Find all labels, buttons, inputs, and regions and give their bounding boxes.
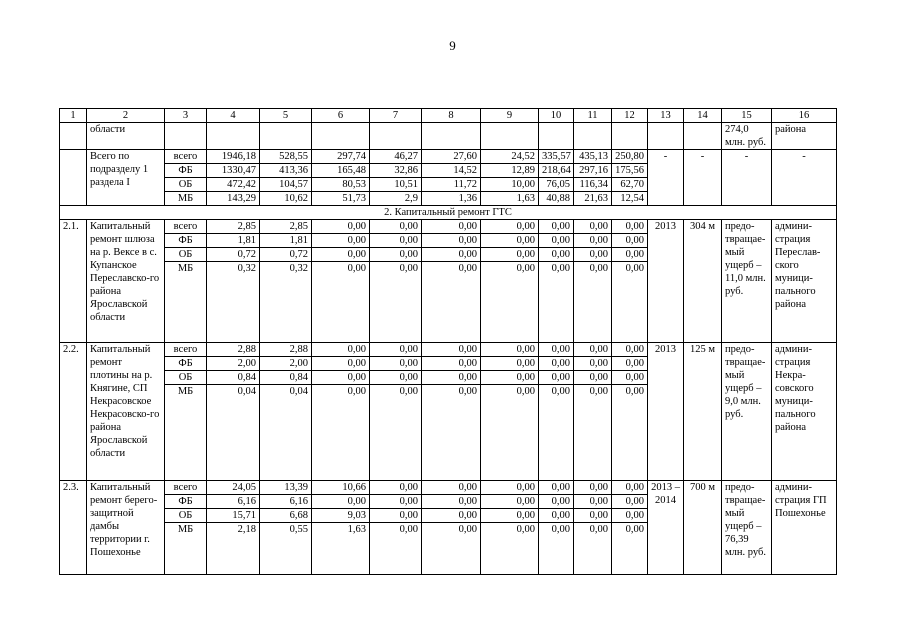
sub-value: 0,55 — [289, 524, 308, 535]
sub-value: МБ — [177, 193, 194, 204]
sub-value: 0,00 — [312, 495, 369, 509]
sub-value: 0,00 — [481, 220, 538, 234]
sub-value: 0,00 — [347, 386, 366, 397]
sub-value: 0,00 — [612, 357, 647, 371]
sub-value: 0,00 — [516, 524, 535, 535]
total-row — [60, 150, 837, 206]
sub-value: 62,70 — [612, 178, 647, 192]
sub-value: 0,00 — [539, 343, 573, 357]
sub-value: ФБ — [165, 234, 206, 248]
sub-value: 0,00 — [539, 248, 573, 262]
value-cell — [370, 343, 422, 481]
item-year: 2013 — [648, 220, 684, 343]
sub-value: 24,05 — [207, 481, 259, 495]
col-header: 10 — [539, 109, 574, 123]
value-cell — [312, 150, 370, 206]
sub-value: МБ — [177, 524, 194, 535]
item-effect: предо-твращае-мый ущерб – 9,0 млн. руб. — [722, 343, 772, 481]
sub-value: 1946,18 — [207, 150, 259, 164]
sub-value: 0,00 — [539, 220, 573, 234]
value-cell — [422, 150, 481, 206]
value-cell — [207, 150, 260, 206]
total-name: Всего по подразделу 1 раздела I — [87, 150, 165, 206]
sub-value: 0,00 — [574, 371, 611, 385]
sub-value: 1,63 — [347, 524, 366, 535]
sub-value: 0,00 — [574, 343, 611, 357]
value-cell — [422, 481, 481, 575]
value-cell — [260, 481, 312, 575]
sub-value: 0,00 — [458, 524, 477, 535]
sub-value: 32,86 — [370, 164, 421, 178]
sub-value: 76,05 — [539, 178, 573, 192]
value-cell — [370, 150, 422, 206]
sub-value: 0,00 — [574, 509, 611, 523]
sub-value: 2,85 — [260, 220, 311, 234]
total-effect: - — [722, 150, 772, 206]
sub-value: 0,00 — [539, 234, 573, 248]
sub-value: 40,88 — [546, 193, 570, 204]
funding-labels — [165, 343, 207, 481]
sub-value: 12,89 — [481, 164, 538, 178]
sub-value: 13,39 — [260, 481, 311, 495]
col-header: 11 — [574, 109, 612, 123]
sub-value: 0,00 — [612, 495, 647, 509]
item-row — [60, 343, 837, 481]
item-number: 2.1. — [60, 220, 87, 343]
item-owner: админи-страция Переслав-ского муници-пального района — [772, 220, 837, 343]
sub-value: 297,74 — [312, 150, 369, 164]
sub-value: всего — [165, 150, 206, 164]
sub-value: 0,00 — [612, 248, 647, 262]
sub-value: 0,00 — [612, 509, 647, 523]
sub-value: 0,00 — [551, 263, 570, 274]
sub-value: 2,00 — [260, 357, 311, 371]
sub-value: 14,52 — [422, 164, 480, 178]
sub-value: 2,18 — [237, 524, 256, 535]
col-header: 1 — [60, 109, 87, 123]
value-cell — [481, 150, 539, 206]
value-cell — [612, 150, 648, 206]
item-name: Капитальный ремонт берего-защитной дамбы территории г. Пошехонье — [87, 481, 165, 575]
sub-value: 0,00 — [625, 524, 644, 535]
item-name: Капитальный ремонт плотины на р. Княгине, СП Некрасовское Некрасовско-го района Ярославской области — [87, 343, 165, 481]
sub-value: 0,00 — [370, 495, 421, 509]
sub-value: 6,68 — [260, 509, 311, 523]
sub-value: 0,00 — [539, 495, 573, 509]
value-cell — [370, 481, 422, 575]
sub-value: 15,71 — [207, 509, 259, 523]
sub-value: 1,81 — [207, 234, 259, 248]
value-cell — [539, 481, 574, 575]
sub-value: 0,04 — [289, 386, 308, 397]
value-cell — [422, 220, 481, 343]
sub-value: 0,00 — [312, 220, 369, 234]
sub-value: 0,00 — [422, 509, 480, 523]
sub-value: 0,00 — [589, 524, 608, 535]
sub-value: 1,36 — [458, 193, 477, 204]
sub-value: 6,16 — [260, 495, 311, 509]
sub-value: 0,00 — [312, 248, 369, 262]
item-length: 304 м — [684, 220, 722, 343]
sub-value: всего — [165, 481, 206, 495]
sub-value: 0,00 — [574, 357, 611, 371]
sub-value: 0,00 — [312, 343, 369, 357]
continuation-effect: 274,0 млн. руб. — [722, 123, 772, 150]
col-header: 6 — [312, 109, 370, 123]
sub-value: 24,52 — [481, 150, 538, 164]
value-cell — [612, 343, 648, 481]
sub-value: 27,60 — [422, 150, 480, 164]
value-cell — [422, 343, 481, 481]
sub-value: 0,00 — [516, 263, 535, 274]
sub-value: 0,00 — [625, 386, 644, 397]
sub-value: 0,00 — [481, 481, 538, 495]
sub-value: 472,42 — [207, 178, 259, 192]
continuation-name: области — [87, 123, 165, 150]
total-length: - — [684, 150, 722, 206]
item-owner: админи-страция Некра-совского муници-пального района — [772, 343, 837, 481]
sub-value: 218,64 — [539, 164, 573, 178]
sub-value: 0,00 — [481, 234, 538, 248]
sub-value: 0,00 — [625, 263, 644, 274]
sub-value: МБ — [177, 386, 194, 397]
sub-value: 0,00 — [370, 234, 421, 248]
col-header: 4 — [207, 109, 260, 123]
sub-value: 0,00 — [539, 357, 573, 371]
sub-value: 0,00 — [574, 220, 611, 234]
program-table — [59, 108, 837, 575]
sub-value: 0,00 — [539, 509, 573, 523]
sub-value: 2,85 — [207, 220, 259, 234]
sub-value: ОБ — [165, 509, 206, 523]
sub-value: 0,32 — [289, 263, 308, 274]
item-row — [60, 481, 837, 575]
col-header: 7 — [370, 109, 422, 123]
funding-labels — [165, 481, 207, 575]
sub-value: 0,00 — [612, 371, 647, 385]
value-cell — [370, 220, 422, 343]
sub-value: 0,00 — [370, 481, 421, 495]
sub-value: 0,00 — [370, 220, 421, 234]
sub-value: 165,48 — [312, 164, 369, 178]
sub-value: 0,00 — [422, 481, 480, 495]
sub-value: 2,88 — [207, 343, 259, 357]
sub-value: 0,00 — [481, 509, 538, 523]
sub-value: 0,00 — [612, 234, 647, 248]
sub-value: 0,00 — [574, 248, 611, 262]
value-cell — [481, 220, 539, 343]
sub-value: 11,72 — [422, 178, 480, 192]
sub-value: 297,16 — [574, 164, 611, 178]
sub-value: 2,88 — [260, 343, 311, 357]
value-cell — [260, 150, 312, 206]
continuation-row — [60, 123, 837, 150]
sub-value: 46,27 — [370, 150, 421, 164]
sub-value: 0,00 — [370, 343, 421, 357]
item-effect: предо-твращае-мый ущерб – 76,39 млн. руб. — [722, 481, 772, 575]
sub-value: 104,57 — [260, 178, 311, 192]
sub-value: 435,13 — [574, 150, 611, 164]
sub-value: 0,00 — [539, 481, 573, 495]
sub-value: 0,00 — [399, 386, 418, 397]
item-length: 125 м — [684, 343, 722, 481]
value-cell — [539, 220, 574, 343]
sub-value: 0,00 — [422, 220, 480, 234]
value-cell — [312, 481, 370, 575]
value-cell — [312, 220, 370, 343]
value-cell — [574, 481, 612, 575]
col-header: 2 — [87, 109, 165, 123]
sub-value: ФБ — [165, 495, 206, 509]
sub-value: 0,00 — [612, 481, 647, 495]
value-cell — [539, 150, 574, 206]
sub-value: 0,00 — [481, 343, 538, 357]
sub-value: 10,66 — [312, 481, 369, 495]
total-year: - — [648, 150, 684, 206]
value-cell — [207, 220, 260, 343]
sub-value: 0,00 — [516, 386, 535, 397]
sub-value: 10,00 — [481, 178, 538, 192]
sub-value: 2,00 — [207, 357, 259, 371]
sub-value: 413,36 — [260, 164, 311, 178]
value-cell — [612, 220, 648, 343]
item-row — [60, 220, 837, 343]
sub-value: ФБ — [165, 357, 206, 371]
sub-value: ОБ — [165, 371, 206, 385]
sub-value: 528,55 — [260, 150, 311, 164]
sub-value: 0,00 — [422, 371, 480, 385]
value-cell — [539, 343, 574, 481]
item-number: 2.2. — [60, 343, 87, 481]
sub-value: 12,54 — [620, 193, 644, 204]
sub-value: 21,63 — [584, 193, 608, 204]
sub-value: 143,29 — [227, 193, 256, 204]
section-title: 2. Капитальный ремонт ГТС — [60, 206, 837, 220]
section-row — [60, 206, 837, 220]
col-header: 3 — [165, 109, 207, 123]
sub-value: 0,00 — [612, 220, 647, 234]
page-number: 9 — [449, 38, 456, 53]
sub-value: 1,81 — [260, 234, 311, 248]
sub-value: ОБ — [165, 178, 206, 192]
sub-value: 0,00 — [422, 234, 480, 248]
value-cell — [574, 150, 612, 206]
sub-value: 0,00 — [481, 495, 538, 509]
value-cell — [574, 220, 612, 343]
sub-value: всего — [165, 343, 206, 357]
funding-labels — [165, 220, 207, 343]
sub-value: 0,00 — [347, 263, 366, 274]
item-effect: предо-твращае-мый ущерб – 11,0 млн. руб. — [722, 220, 772, 343]
sub-value: 0,00 — [574, 495, 611, 509]
sub-value: 0,00 — [422, 343, 480, 357]
sub-value: 0,00 — [481, 248, 538, 262]
sub-value: 2,9 — [404, 193, 418, 204]
sub-value: 80,53 — [312, 178, 369, 192]
sub-value: 0,00 — [370, 371, 421, 385]
sub-value: 0,32 — [237, 263, 256, 274]
col-header: 15 — [722, 109, 772, 123]
value-cell — [260, 220, 312, 343]
column-number-row — [60, 109, 837, 123]
sub-value: 0,00 — [312, 371, 369, 385]
sub-value: 1330,47 — [207, 164, 259, 178]
value-cell — [207, 481, 260, 575]
sub-value: 0,00 — [539, 371, 573, 385]
value-cell — [312, 343, 370, 481]
value-cell — [207, 343, 260, 481]
sub-value: 0,04 — [237, 386, 256, 397]
col-header: 12 — [612, 109, 648, 123]
sub-value: 0,00 — [312, 234, 369, 248]
item-number: 2.3. — [60, 481, 87, 575]
sub-value: 10,51 — [370, 178, 421, 192]
sub-value: МБ — [177, 263, 194, 274]
continuation-owner: района — [772, 123, 837, 150]
sub-value: 6,16 — [207, 495, 259, 509]
sub-value: 0,00 — [612, 343, 647, 357]
sub-value: 0,00 — [458, 386, 477, 397]
sub-value: 0,00 — [422, 357, 480, 371]
sub-value: 0,72 — [207, 248, 259, 262]
item-length: 700 м — [684, 481, 722, 575]
value-cell — [574, 343, 612, 481]
sub-value: 0,00 — [574, 481, 611, 495]
value-cell — [260, 343, 312, 481]
col-header: 13 — [648, 109, 684, 123]
sub-value: 0,72 — [260, 248, 311, 262]
sub-value: 250,80 — [612, 150, 647, 164]
sub-value: 0,00 — [551, 386, 570, 397]
funding-labels — [165, 150, 207, 206]
sub-value: 0,00 — [481, 371, 538, 385]
sub-value: 0,00 — [370, 357, 421, 371]
item-name: Капитальный ремонт шлюза на р. Вексе в с. Купанское Переславско-го района Ярославской области — [87, 220, 165, 343]
sub-value: 335,57 — [539, 150, 573, 164]
sub-value: 0,84 — [207, 371, 259, 385]
sub-value: всего — [165, 220, 206, 234]
value-cell — [612, 481, 648, 575]
sub-value: 0,00 — [370, 509, 421, 523]
sub-value: 0,00 — [370, 248, 421, 262]
value-cell — [481, 343, 539, 481]
sub-value: 0,00 — [458, 263, 477, 274]
item-year: 2013 – 2014 — [648, 481, 684, 575]
col-header: 9 — [481, 109, 539, 123]
sub-value: 1,63 — [516, 193, 535, 204]
sub-value: 0,00 — [399, 263, 418, 274]
sub-value: 0,00 — [551, 524, 570, 535]
sub-value: 0,00 — [589, 386, 608, 397]
sub-value: 0,00 — [589, 263, 608, 274]
sub-value: 0,84 — [260, 371, 311, 385]
value-cell — [481, 481, 539, 575]
col-header: 8 — [422, 109, 481, 123]
item-owner: админи-страция ГП Пошехонье — [772, 481, 837, 575]
sub-value: 175,56 — [612, 164, 647, 178]
sub-value: 51,73 — [342, 193, 366, 204]
sub-value: ОБ — [165, 248, 206, 262]
sub-value: 0,00 — [574, 234, 611, 248]
sub-value: 0,00 — [422, 495, 480, 509]
sub-value: 9,03 — [312, 509, 369, 523]
sub-value: 0,00 — [399, 524, 418, 535]
sub-value: 116,34 — [574, 178, 611, 192]
sub-value: ФБ — [165, 164, 206, 178]
sub-value: 10,62 — [284, 193, 308, 204]
item-year: 2013 — [648, 343, 684, 481]
sub-value: 0,00 — [422, 248, 480, 262]
col-header: 14 — [684, 109, 722, 123]
sub-value: 0,00 — [312, 357, 369, 371]
col-header: 5 — [260, 109, 312, 123]
col-header: 16 — [772, 109, 837, 123]
total-owner: - — [772, 150, 837, 206]
sub-value: 0,00 — [481, 357, 538, 371]
